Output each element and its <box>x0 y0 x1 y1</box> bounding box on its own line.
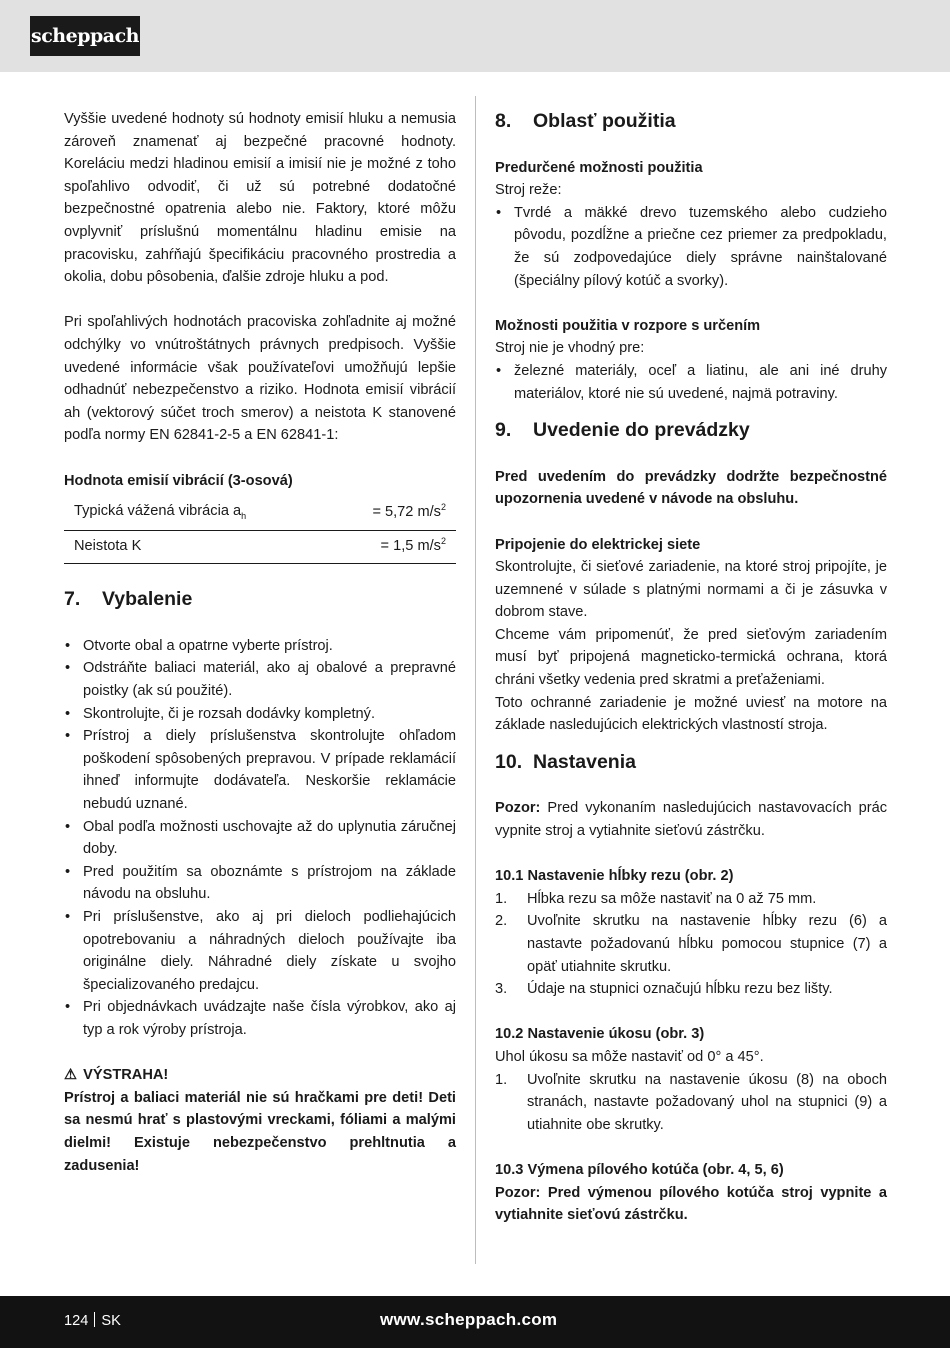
column-divider <box>475 96 476 1264</box>
subsection-10-3-title: 10.3 Výmena pílového kotúča (obr. 4, 5, 6) <box>495 1161 784 1178</box>
intended-use-list <box>495 202 887 292</box>
settings-caution: Pozor: Pred vykonaním nasledujúcich nastavovacích prác vypnite stroj a vytiahnite sieťovú zástrčku. <box>495 800 887 840</box>
misuse-intro: Stroj nie je vhodný pre: <box>495 340 645 357</box>
section-9-heading: 9. Uvedenie do prevádzky <box>495 419 750 442</box>
noise-paragraph: Vyššie uvedené hodnoty sú hodnoty emisií hluku a nemusia zároveň znamenať aj bezpečné pracovné hodnoty. Koreláciu medzi hladinou emisií a imisií nie je možné z toho spoľahlivo odvodiť, či už sú potrebné dodatočné bezpečnostné opatrenia alebo nie. Faktory, ktoré môžu ovplyvniť príslušnú momentálnu hladinu emisie na pracovisku, zahŕňajú špecifikáciu pracovného prostredia a okolia, dobu pôsobenia, ďalšie zdroje hluku a pod. <box>64 111 456 286</box>
vibration-value-unit-exponent: 2 <box>440 501 446 512</box>
uncertainty-value: = 1,5 m/s <box>380 537 441 554</box>
section-10-heading: 10. Nastavenia <box>495 750 636 773</box>
list-item: • Prístroj a diely príslušenstva skontrolujte ohľadom poškodení spôsobených prepravou. V prípade reklamácií ihneď informujte dodávateľa. Neskoršie reklamácie nebudú uznané. <box>64 725 456 815</box>
warning-heading: ⚠ VÝSTRAHA! <box>64 1064 456 1087</box>
list-item: • Skontrolujte, či je rozsah dodávky kompletný. <box>64 703 456 726</box>
section-8-heading: 8. Oblasť použitia <box>495 110 676 132</box>
list-item: • Tvrdé a mäkké drevo tuzemského alebo cudzieho pôvodu, pozdĺžne a priečne cez priemer za predpokladu, že sú zodpovedajúce diely správne nainštalované (špeciálny pílový kotúč a svorky). <box>495 202 887 292</box>
table-row <box>64 530 456 564</box>
intended-use-intro: Stroj reže: <box>495 182 562 199</box>
vibration-table-title: Hodnota emisií vibrácií (3-osová) <box>64 472 293 489</box>
vibration-table <box>64 496 456 564</box>
table-row <box>64 496 456 530</box>
commissioning-notice: Pred uvedením do prevádzky dodržte bezpečnostné upozornenia uvedené v návode na obsluhu. <box>495 468 887 508</box>
warning-triangle-icon: ⚠ <box>64 1067 78 1084</box>
subsection-10-1-title: 10.1 Nastavenie hĺbky rezu (obr. 2) <box>495 868 734 885</box>
list-item: • Obal podľa možnosti uschovajte až do uplynutia záručnej doby. <box>64 816 456 861</box>
right-column <box>495 108 887 1227</box>
list-item: 1. Hĺbka rezu sa môže nastaviť na 0 až 75 mm. <box>495 890 817 907</box>
list-item: • Otvorte obal a opatrne vyberte prístroj. <box>64 635 456 658</box>
cut-depth-steps <box>495 888 887 1001</box>
list-item: 1. Uvoľnite skrutku na nastavenie úkosu (8) na oboch stranách, nastavte požadovaný uhol na stupnici (9) a utiahnite obe skrutky. <box>495 1071 887 1133</box>
vibration-value: = 5,72 m/s <box>372 503 441 520</box>
bevel-steps <box>495 1069 887 1137</box>
warning-text: Prístroj a baliaci materiál nie sú hračkami pre deti! Deti sa nesmú hrať s plastovými vreckami, fóliami a malými dielmi! Existuje nebezpečenstvo prehltnutia a zadusenia! <box>64 1089 456 1174</box>
blade-change-caution: Pozor: Pred výmenou pílového kotúča stroj vypnite a vytiahnite sieťovú zástrčku. <box>495 1184 887 1224</box>
list-item: • Pri príslušenstve, ako aj pri dieloch podliehajúcich opotrebovaniu a náhradných dieloch používajte iba originálne diely. Náhradné diely získate u svojho špecializovaného predajcu. <box>64 906 456 996</box>
list-item: 2. Uvoľnite skrutku na nastavenie hĺbky rezu (6) a nastavte požadovanú hĺbku pomocou stupnice (7) a opäť utiahnite skrutku. <box>495 913 887 975</box>
mains-paragraph-2: Chceme vám pripomenúť, že pred sieťovým zariadením musí byť pripojená magneticko-termická ochrana, ktorá chráni všetky vedenia pred skratmi a preťaženiami. <box>495 626 887 689</box>
uncertainty-value-unit-exponent: 2 <box>440 535 446 546</box>
page-number: 124 SK <box>64 1313 121 1329</box>
list-item: • Pred použitím sa oboznámte s prístrojom na základe návodu na obsluhu. <box>64 861 456 906</box>
misuse-list <box>495 360 887 405</box>
scheppach-logo: scheppach <box>30 16 140 56</box>
section-7-heading: 7. Vybalenie <box>64 588 193 611</box>
vibration-label: Typická vážená vibrácia a <box>74 503 242 520</box>
mains-connection-title: Pripojenie do elektrickej siete <box>495 536 701 553</box>
unpacking-list <box>64 635 456 1042</box>
left-column <box>64 108 456 1177</box>
misuse-title: Možnosti použitia v rozpore s určením <box>495 317 761 334</box>
intended-use-title: Predurčené možnosti použitia <box>495 159 703 176</box>
mains-paragraph-3: Toto ochranné zariadenie je možné uviesť na motore na základe nasledujúcich elektrických vlastností stroja. <box>495 694 887 734</box>
mains-paragraph-1: Skontrolujte, či sieťové zariadenie, na ktoré stroj pripojíte, je uzemnené v súlade s platnými normami a či je zásuvka v dobrom stave. <box>495 559 887 621</box>
list-item: • Pri objednávkach uvádzajte naše čísla výrobkov, ako aj typ a rok výroby prístroja. <box>64 996 456 1041</box>
list-item: 3. Údaje na stupnici označujú hĺbku rezu bez lišty. <box>495 981 833 998</box>
vibration-paragraph: Pri spoľahlivých hodnotách pracoviska zohľadnite aj možné odchýlky vo vnútroštátnych právnych predpisoch. Vyššie uvedené informácie však používateľovi umožňujú lepšie odhadnúť nebezpečenstvo a riziko. Hodnota emisií vibrácií ah (vektorový súčet troch smerov) a neistota K stanovené podľa normy EN 62841-2-5 a EN 62841-1: <box>64 314 456 444</box>
bevel-intro: Uhol úkosu sa môže nastaviť od 0° a 45°. <box>495 1048 764 1065</box>
list-item: • Odstráňte baliaci materiál, ako aj obalové a prepravné poistky (ak sú použité). <box>64 657 456 702</box>
page-footer <box>0 1296 950 1348</box>
list-item: • železné materiály, oceľ a liatinu, ale ani iné druhy materiálov, ktoré nie sú uvedené, najmä potraviny. <box>495 360 887 405</box>
page-header <box>0 0 950 72</box>
vibration-label-subscript: h <box>241 511 247 522</box>
website-link[interactable]: www.scheppach.com <box>380 1310 558 1329</box>
uncertainty-label: Neistota K <box>74 537 142 554</box>
subsection-10-2-title: 10.2 Nastavenie úkosu (obr. 3) <box>495 1026 705 1043</box>
